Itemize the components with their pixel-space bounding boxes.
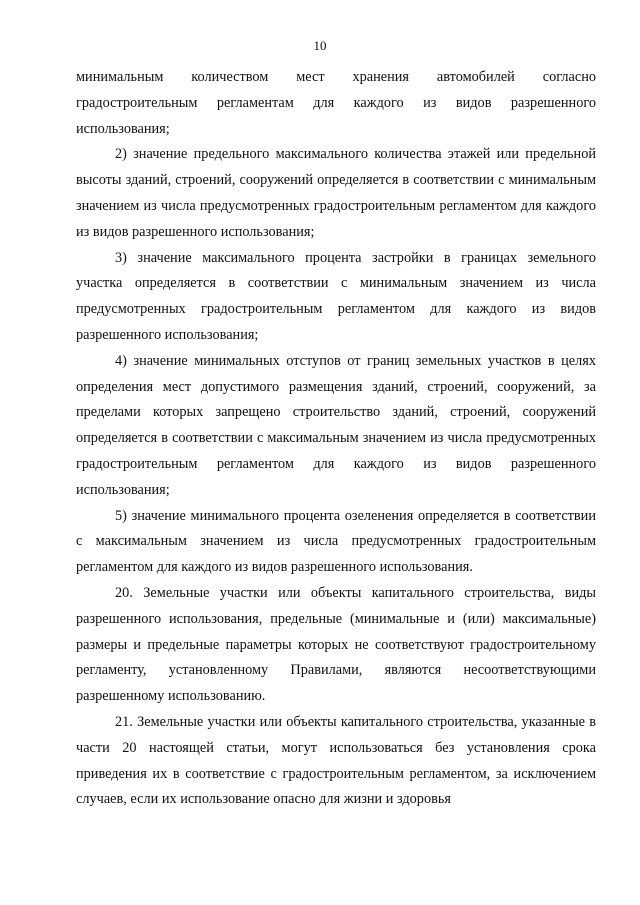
page-number: 10 xyxy=(313,38,327,53)
paragraph-item-3: 3) значение максимального процента застройки в границах земельного участка определяется в соответствии с минимальным значением из числа предусмотренных градостроительным регламентом для каждого из видов разрешенного использования; xyxy=(76,249,596,343)
paragraph-item-4: 4) значение минимальных отступов от границ земельных участков в целях определения мест допустимого размещения зданий, строений, сооружений, за пределами которых запрещено строительство зданий, строений, сооружений определяется в соответствии с максимальным значением из числа предусмотренных градостроительным регламентом для каждого из видов разрешенного использования; xyxy=(76,352,596,498)
paragraph-part-20: 20. Земельные участки или объекты капитального строительства, виды разрешенного использования, предельные (минимальные и (или) максимальные) размеры и предельные параметры которых не соответствуют градостроительному регламенту, установленному Правилами, являются несоответствующими разрешенному использованию. xyxy=(76,584,596,705)
paragraph-continuation: минимальным количеством мест хранения автомобилей согласно градостроительным регламентам для каждого из видов разрешенного использования; xyxy=(76,69,596,137)
document-body xyxy=(76,65,596,813)
paragraph-item-5: 5) значение минимального процента озеленения определяется в соответствии с максимальным значением из числа предусмотренных градостроительным регламентом для каждого из видов разрешенного использования. xyxy=(76,507,596,576)
paragraph-item-2: 2) значение предельного максимального количества этажей или предельной высоты зданий, строений, сооружений определяется в соответствии с минимальным значением из числа предусмотренных градостроительным регламентом для каждого из видов разрешенного использования; xyxy=(76,146,596,240)
paragraph-part-21: 21. Земельные участки или объекты капитального строительства, указанные в части 20 настоящей статьи, могут использоваться без установления срока приведения их в соответствие с градостроительным регламентом, за исключением случаев, если их использование опасно для жизни и здоровья xyxy=(76,713,596,808)
